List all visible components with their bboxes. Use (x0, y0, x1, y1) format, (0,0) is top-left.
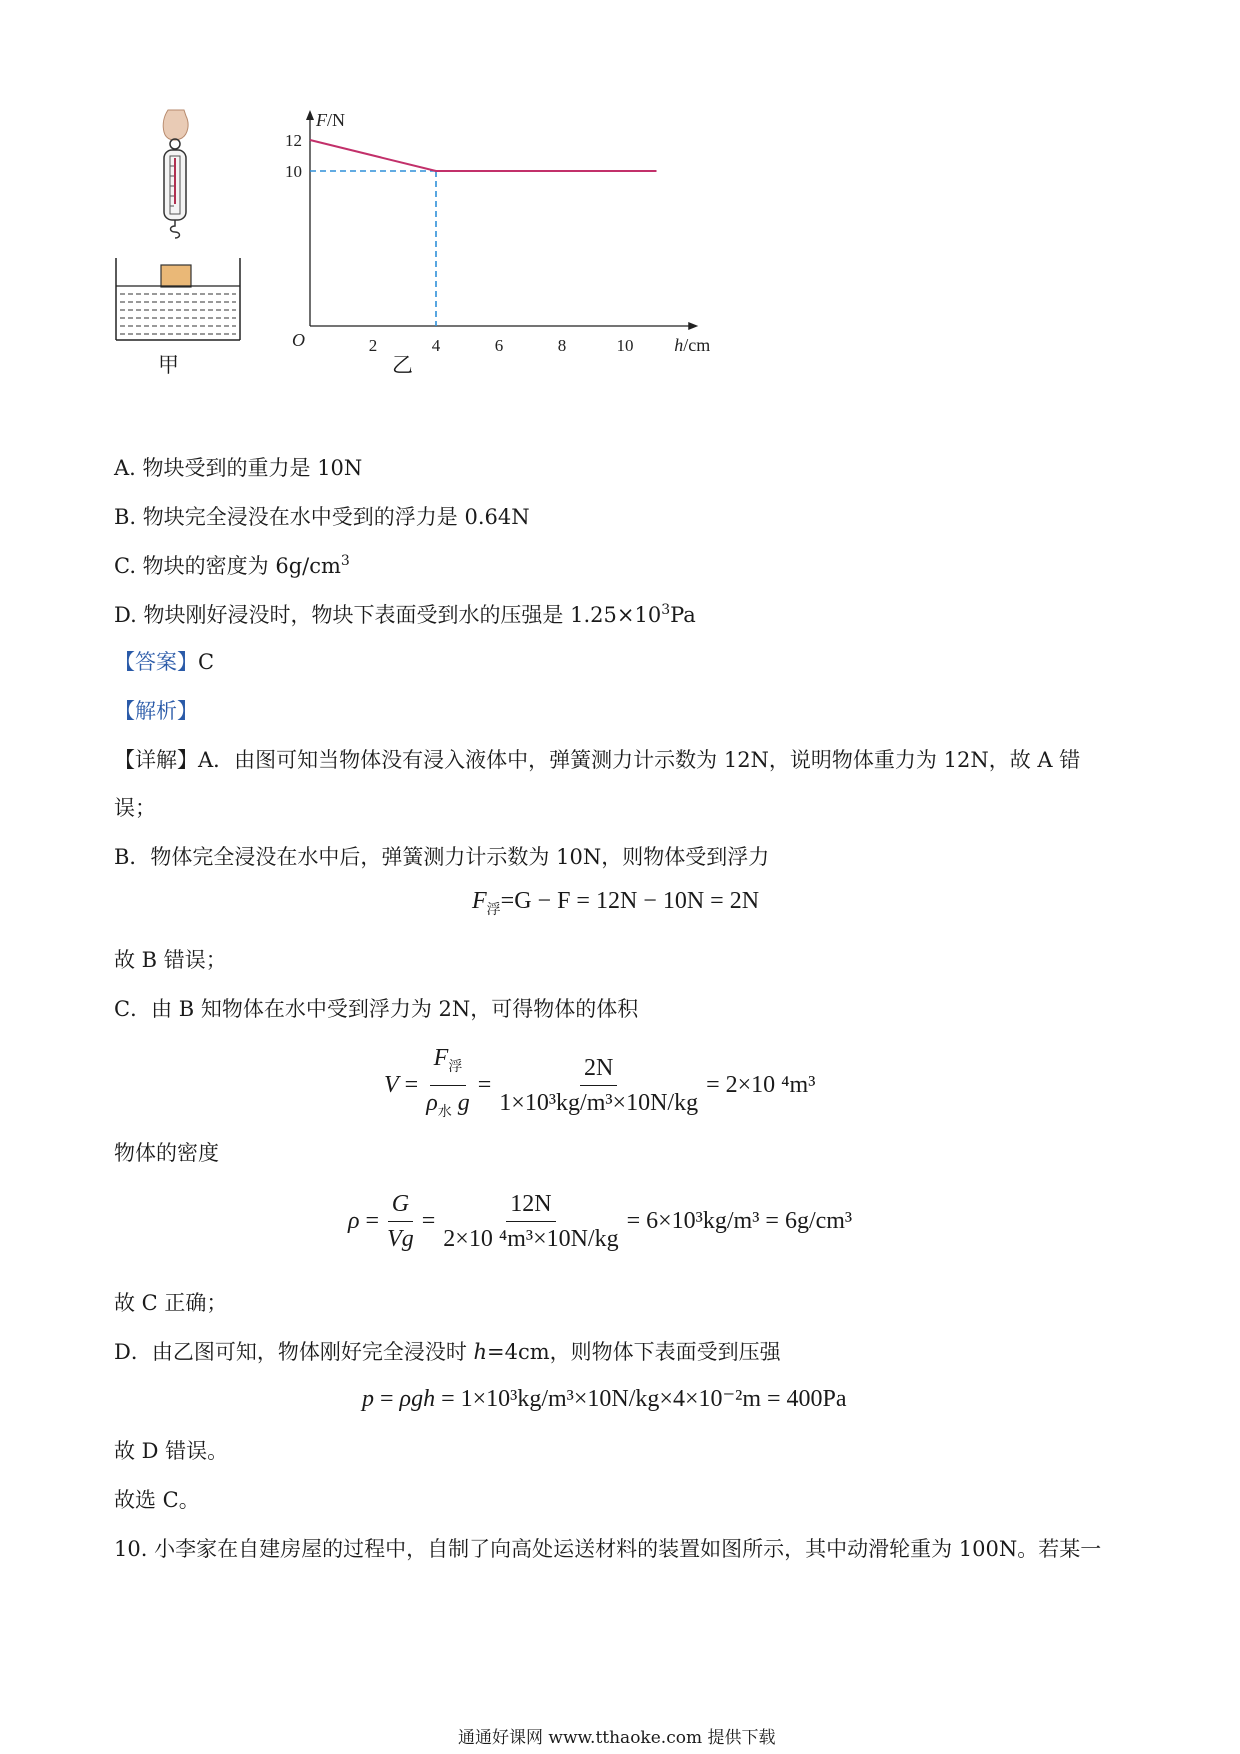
detail-d-post: =4cm，则物体下表面受到压强 (487, 1340, 781, 1364)
density-numerator: 12N (506, 1189, 555, 1222)
x-tick-label: 6 (494, 336, 504, 355)
detail-b-conclusion: 故 B 错误； (114, 948, 227, 972)
detail-d-conclusion: 故 D 错误。 (114, 1439, 229, 1463)
y-axis-arrow (306, 110, 314, 120)
figure-jia (112, 108, 252, 378)
detail-c-conclusion: 故 C 正确； (114, 1291, 228, 1315)
hand-icon (163, 110, 188, 140)
option-c-text: C. 物块的密度为 6g/cm (114, 554, 341, 578)
x-tick-label: 10 (616, 336, 634, 355)
option-c-sup: 3 (340, 553, 350, 569)
formula-buoyancy: $F_浮=G - F = 12N - 10N = 2N$ (472, 888, 760, 918)
detail-a-line2: 误； (114, 796, 156, 820)
detail-d-pre: D．由乙图可知，物体刚好完全浸没时 (114, 1340, 474, 1364)
option-a: A. 物块受到的重力是 10N (114, 456, 363, 480)
volume-float-sub: 浮 (448, 1059, 463, 1075)
option-b: B. 物块完全浸没在水中受到的浮力是 0.64N (114, 505, 530, 529)
x-axis-label: h/cm (674, 335, 711, 355)
option-d-sup: 3 (661, 602, 671, 618)
y-axis-label: F/N (316, 110, 345, 130)
formula-buoyancy-rest: =G − F = 12N − 10N = 2N (500, 888, 760, 914)
x-tick-label: 2 (368, 336, 378, 355)
volume-fraction-1: $\frac{F_浮}{\rho_水 g}$ (426, 1045, 470, 1120)
question-10: 10. 小李家在自建房屋的过程中，自制了向高处运送材料的装置如图所示，其中动滑轮重为 100N。若某一 (114, 1537, 1102, 1561)
option-c (114, 550, 350, 580)
answer-value: C (198, 650, 215, 674)
series-line (310, 140, 657, 171)
detail-a-text: A．由图可知当物体没有浸入液体中，弹簧测力计示数为 12N，说明物体重力为 12N，故 A 错 (198, 748, 1081, 772)
chart-yi-caption: 乙 (392, 353, 413, 377)
volume-result: = 2×10 ⁴m³ (706, 1071, 816, 1098)
density-denominator: 2×10 ⁴m³×10N/kg (443, 1226, 619, 1252)
final-choice: 故选 C。 (114, 1488, 200, 1512)
volume-denominator: 1×10³kg/m³×10N/kg (499, 1089, 699, 1116)
chart-yi (280, 110, 711, 380)
x-tick-label: 8 (557, 336, 567, 355)
option-d (114, 599, 696, 629)
detail-b-line: B．物体完全浸没在水中后，弹簧测力计示数为 10N，则物体受到浮力 (114, 845, 770, 869)
detail-a-line1 (114, 745, 1080, 775)
spring-scale-icon (164, 139, 186, 238)
detail-c-line: C．由 B 知物体在水中受到浮力为 2N，可得物体的体积 (114, 997, 639, 1021)
y-tick-label: 12 (285, 131, 302, 150)
x-tick-label: 4 (431, 336, 441, 355)
x-axis-arrow (688, 322, 698, 330)
page-footer: 通通好课网 www.tthaoke.com 提供下载 (458, 1728, 776, 1748)
formula-density: ρ = $\frac{G}{Vg}$ = $\frac{12N}{\text{2×10 ⁴m³×10N/kg}}$ = 6×10³kg/m³ = 6g/cm³ (348, 1191, 853, 1252)
density-label: 物体的密度 (114, 1141, 219, 1165)
answer-line (114, 647, 214, 677)
volume-fraction-2 (495, 1053, 702, 1118)
volume-water-sub: 水 (437, 1104, 452, 1120)
formula-pressure: p = ρgh = 1×10³kg/m³×10N/kg×4×10⁻²m = 400Pa (362, 1386, 847, 1412)
formula-buoyancy-sub: 浮 (486, 902, 501, 918)
density-fraction-2 (439, 1189, 622, 1254)
detail-d-line (114, 1337, 781, 1367)
origin-label: O (292, 330, 305, 350)
density-fraction-1: $\frac{G}{Vg}$ (387, 1191, 414, 1252)
pressure-rest: = 1×10³kg/m³×10N/kg×4×10⁻²m = 400Pa (435, 1386, 847, 1412)
option-d-text: D. 物块刚好浸没时，物块下表面受到水的压强是 1.25×10 (114, 603, 662, 627)
analysis-label: 【解析】 (114, 699, 198, 723)
answer-label: 【答案】 (114, 650, 198, 674)
volume-numerator: 2N (580, 1053, 617, 1086)
figure-jia-caption: 甲 (158, 353, 179, 377)
formula-volume: V = $\frac{F_浮}{\rho_水 g}$ = $\frac{2N}{\text{1×10³kg/m³×10N/kg}}$ = 2×10 ⁴m³ (384, 1043, 815, 1128)
detail-d-var: h (473, 1340, 488, 1364)
block-icon (161, 265, 191, 287)
option-d-unit: Pa (670, 603, 696, 627)
detail-label: 【详解】 (114, 748, 198, 772)
density-result: = 6×10³kg/m³ = 6g/cm³ (626, 1208, 853, 1234)
y-tick-label: 10 (285, 162, 302, 181)
